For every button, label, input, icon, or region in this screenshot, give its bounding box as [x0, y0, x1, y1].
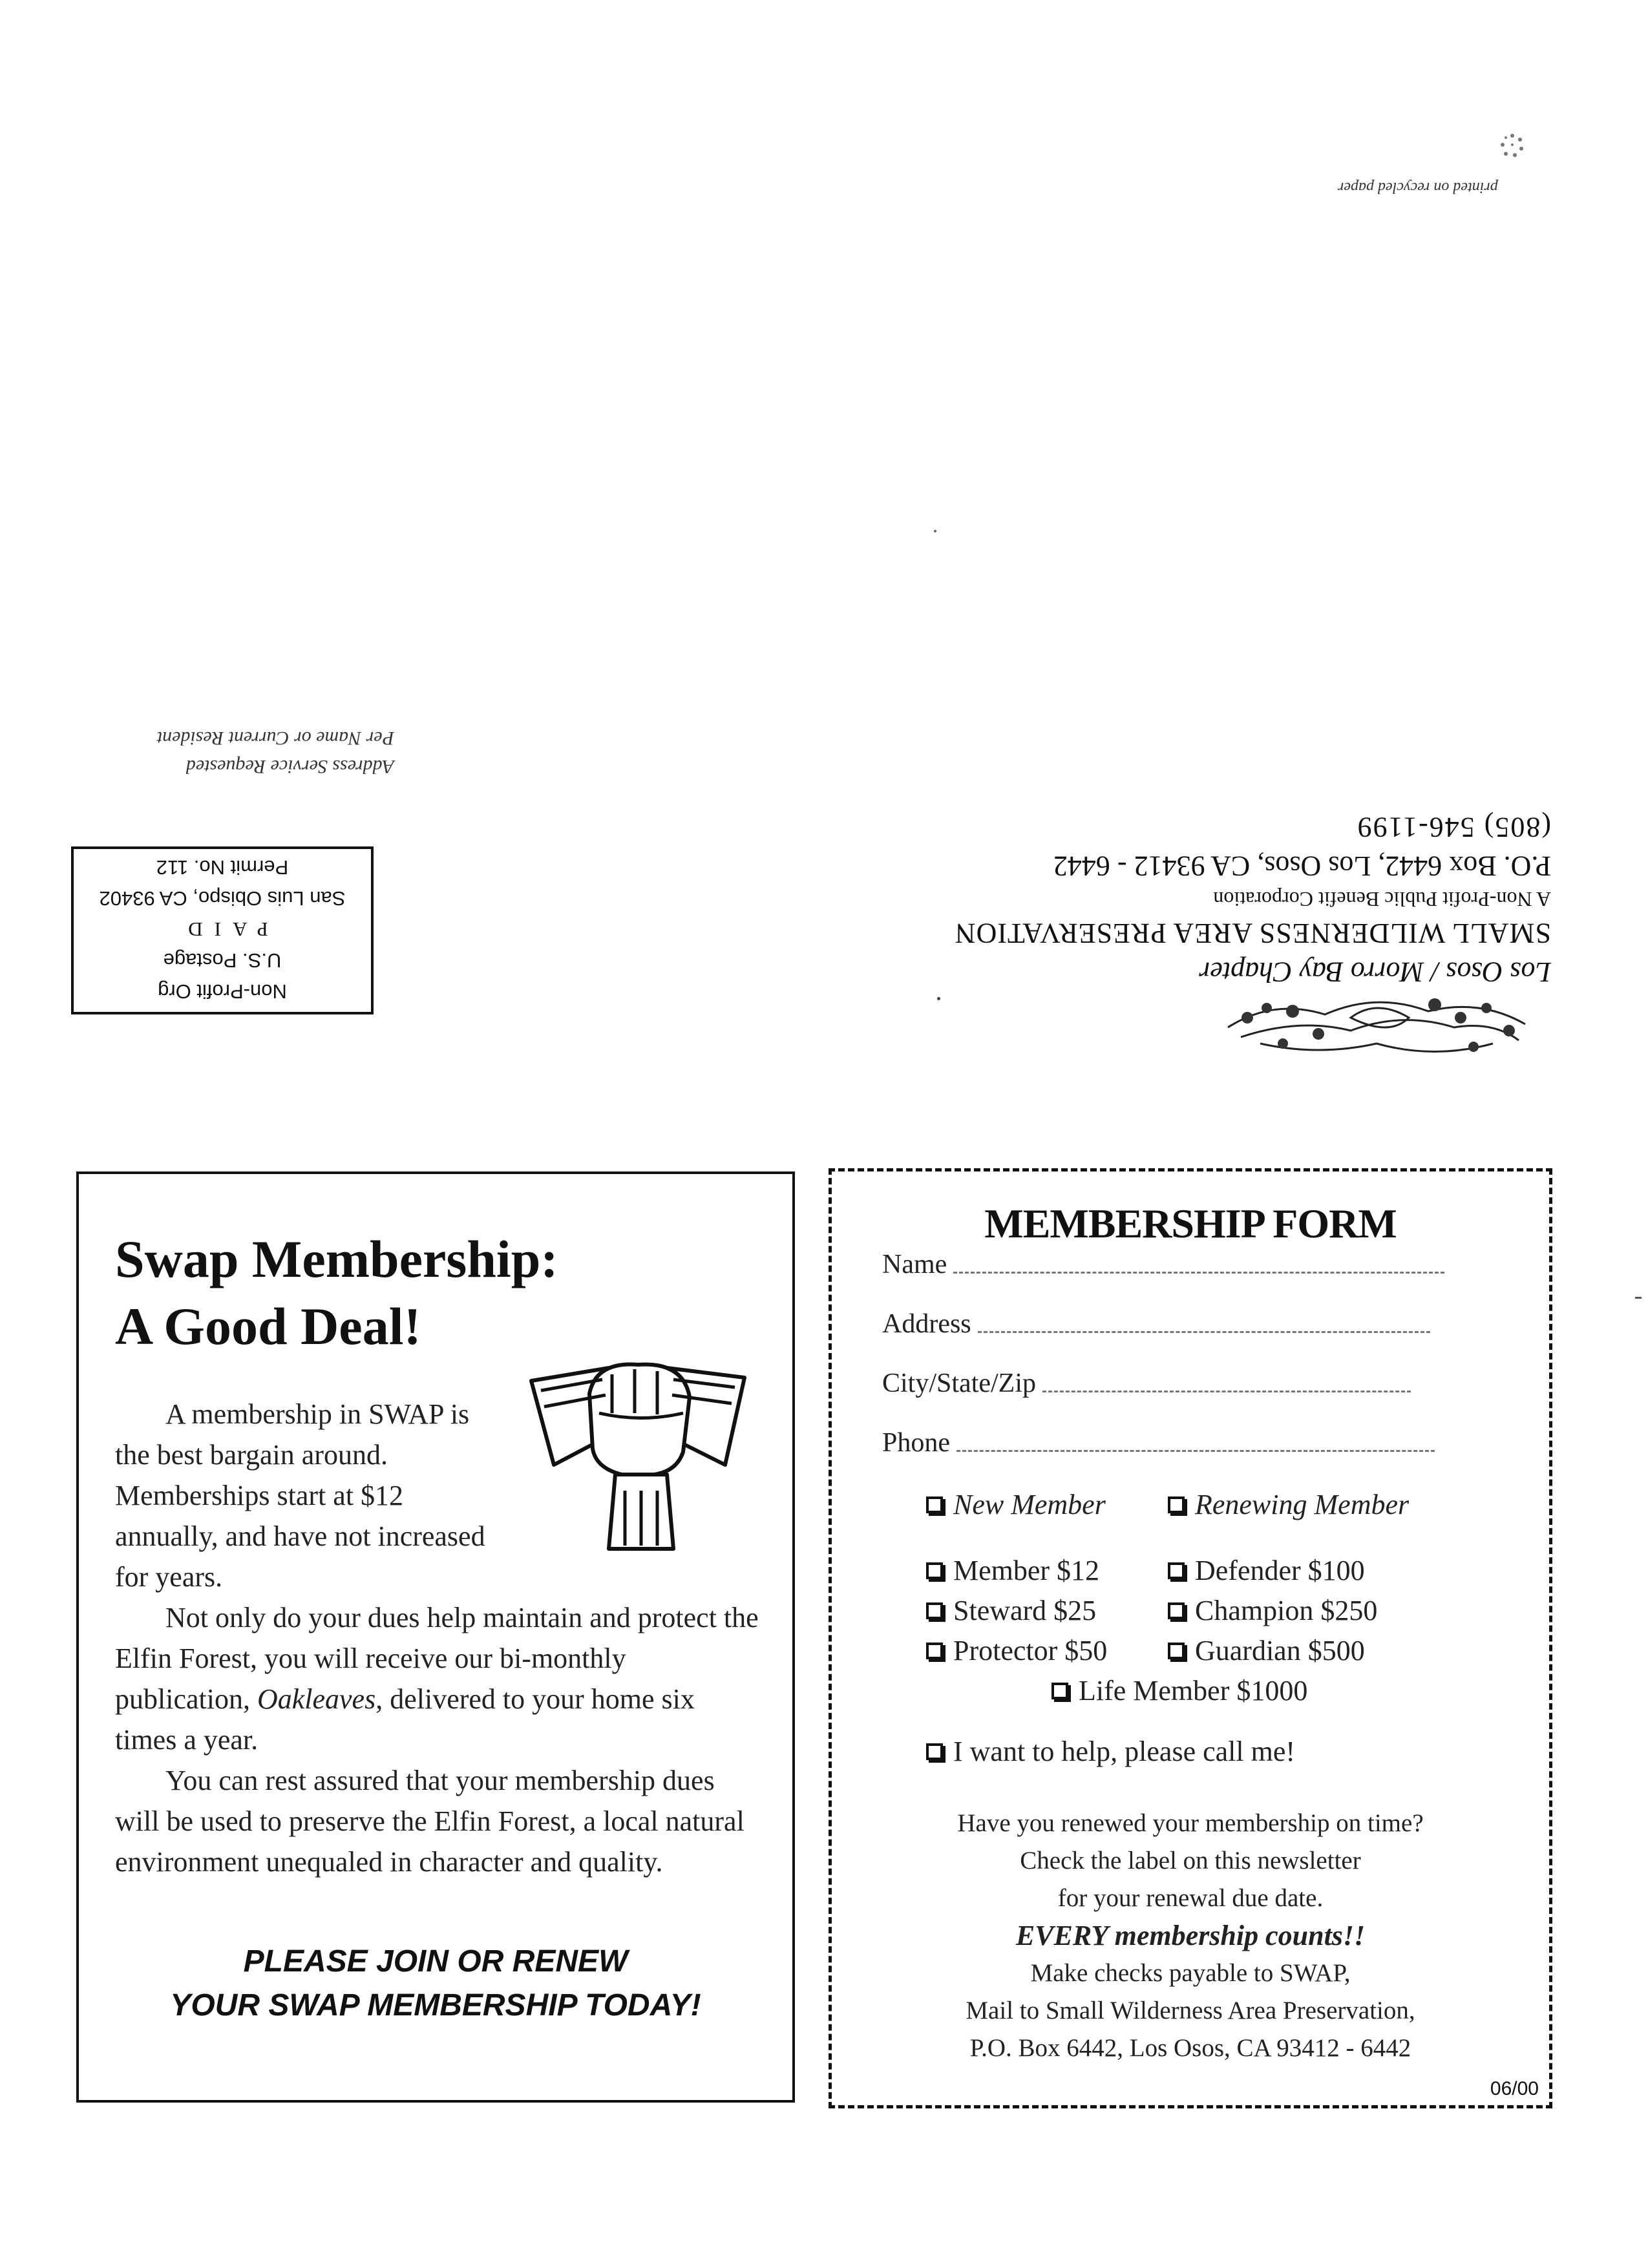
cta-line-1: PLEASE JOIN OR RENEW [243, 1944, 628, 1979]
level-protector[interactable]: Protector $50 [926, 1634, 1107, 1667]
name-field[interactable] [882, 1249, 1444, 1280]
stray-mark [937, 997, 940, 1000]
notes-line-7: P.O. Box 6442, Los Osos, CA 93412 - 6442 [969, 2034, 1411, 2062]
level-steward[interactable]: Steward $25 [926, 1594, 1096, 1627]
form-notes [832, 1805, 1549, 2067]
stray-mark [1635, 1297, 1642, 1299]
checkbox[interactable] [1168, 1643, 1185, 1659]
checkbox[interactable] [926, 1562, 943, 1579]
promo-paragraph-3: You can rest assured that your membership dues will be used to preserve the Elfin Forest, a local natural environment unequaled in character and quality. [115, 1765, 745, 1878]
cta-line-2: YOUR SWAP MEMBERSHIP TODAY! [170, 1988, 701, 2022]
promo-box [76, 1171, 795, 2103]
name-label: Name [882, 1250, 947, 1279]
chapter-name: Los Osos / Morro Bay Chapter [1199, 956, 1551, 988]
postage-line-1: Non-Profit Org [158, 980, 287, 1003]
phone-label: Phone [882, 1428, 950, 1458]
promo-heading-line-1: Swap Membership: [115, 1230, 558, 1288]
notes-line-4: EVERY membership counts!! [1015, 1920, 1366, 1951]
return-address [918, 808, 1551, 991]
notes-line-1: Have you renewed your membership on time? [957, 1809, 1424, 1837]
checkbox[interactable] [926, 1602, 943, 1619]
city-state-zip-line[interactable] [1042, 1391, 1411, 1392]
notes-line-6: Mail to Small Wilderness Area Preservation, [966, 1997, 1415, 2024]
organization-name: SMALL WILDERNESS AREA PRESERVATION [954, 918, 1551, 949]
level-defender[interactable]: Defender $100 [1168, 1554, 1365, 1587]
name-line[interactable] [953, 1272, 1444, 1274]
phone-field[interactable] [882, 1427, 1435, 1458]
renewing-member-option[interactable]: Renewing Member [1168, 1488, 1409, 1521]
promo-call-to-action [79, 1940, 792, 2028]
oak-tree-logo [1221, 979, 1532, 1066]
level-champion[interactable]: Champion $250 [1168, 1594, 1377, 1627]
level-guardian[interactable]: Guardian $500 [1168, 1634, 1365, 1667]
checkbox[interactable] [926, 1643, 943, 1659]
promo-heading [115, 1226, 558, 1360]
address-field[interactable] [882, 1308, 1430, 1339]
postage-line-5: Permit No. 112 [156, 856, 289, 879]
corporation-line: A Non-Profit Public Benefit Corporation [1213, 888, 1551, 911]
recycle-icon [1498, 131, 1527, 159]
city-state-zip-label: City/State/Zip [882, 1369, 1036, 1398]
checkbox[interactable] [926, 1496, 943, 1513]
postage-indicia [71, 846, 374, 1014]
service-line-2: Per Name or Current Resident [156, 728, 394, 749]
checkbox[interactable] [1168, 1562, 1185, 1579]
phone-line: (805) 546-1199 [1356, 812, 1551, 843]
city-state-zip-field[interactable] [882, 1368, 1411, 1399]
notes-line-2: Check the label on this newsletter [1020, 1847, 1361, 1874]
address-label: Address [882, 1309, 971, 1339]
service-requested [71, 724, 394, 781]
promo-text [115, 1394, 761, 1882]
checkbox[interactable] [1168, 1602, 1185, 1619]
form-title: MEMBERSHIP FORM [984, 1201, 1397, 1246]
notes-line-5: Make checks payable to SWAP, [1030, 1959, 1351, 1987]
stray-mark [934, 530, 936, 532]
form-code: 06/00 [1490, 2078, 1539, 2099]
postage-line-2: U.S. Postage [163, 949, 282, 972]
service-line-1: Address Service Requested [185, 756, 394, 777]
level-life-member[interactable]: Life Member $1000 [1051, 1674, 1307, 1707]
phone-line[interactable] [956, 1450, 1435, 1452]
help-option[interactable]: I want to help, please call me! [926, 1735, 1295, 1768]
membership-form [829, 1168, 1552, 2108]
promo-heading-line-2: A Good Deal! [115, 1297, 421, 1356]
publication-name: Oakleaves [257, 1683, 376, 1715]
postage-paid: PAID [176, 918, 268, 941]
po-box-line: P.O. Box 6442, Los Osos, CA 93412 - 6442 [1053, 850, 1551, 882]
checkbox[interactable] [926, 1743, 943, 1760]
new-member-option[interactable]: New Member [926, 1488, 1106, 1521]
address-line[interactable] [978, 1331, 1430, 1333]
recycled-paper-note: printed on recycled paper [1338, 179, 1498, 196]
level-member[interactable]: Member $12 [926, 1554, 1099, 1587]
postage-line-4: San Luis Obispo, CA 93402 [99, 887, 346, 910]
promo-paragraph-1: A membership in SWAP is the best bargain around. Memberships start at $12 annually, and have not increased for years. [115, 1398, 485, 1593]
checkbox[interactable] [1051, 1683, 1068, 1699]
notes-line-3: for your renewal due date. [1057, 1884, 1324, 1912]
promo-paragraph-2: Not only do your dues help maintain and protect the Elfin Forest, you will receive our bi-monthly publication, Oakleaves, delivered to your home six times a year. [115, 1602, 759, 1756]
checkbox[interactable] [1168, 1496, 1185, 1513]
